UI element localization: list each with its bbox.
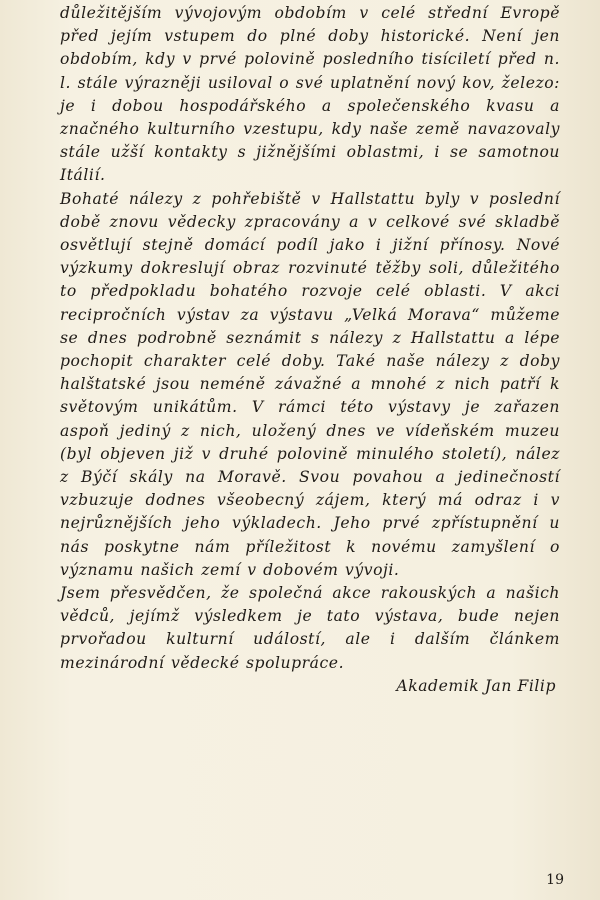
signature: Akademik Jan Filip bbox=[396, 676, 556, 695]
paragraph-3: Jsem přesvědčen, že společná akce rakouských a našich vědců, jejímž výsledkem je tato výstava, bude nejen prvořadou kulturní událostí, ale i dalším článkem mezinárodní vědecké spolupráce. bbox=[60, 584, 560, 672]
page-number: 19 bbox=[546, 872, 564, 888]
paragraph-2: Bohaté nálezy z pohřebiště v Hallstattu byly v poslední době znovu vědecky zpracovány a v celkové své skladbě osvětlují stejně domácí podíl jako i jižní přínosy. Nové výzkumy dokreslují obraz rozvinuté těžby soli, důležitého to předpokladu bohatého rozvoje celé oblasti. V akci recipročních výstav za výstavu „Velká Morava“ můžeme se dnes podrobně seznámit s nálezy z Hallstattu a lépe pochopit charakter celé doby. Také naše nálezy z doby halštatské jsou neméně závažné a mnohé z nich patří k světovým unikátům. V rámci této výstavy je zařazen aspoň jediný z nich, uložený dnes ve vídeňském muzeu (byl objeven již v druhé polovině minulého století), nález z Býčí skály na Moravě. Svou povahou a jedinečností vzbuzuje dodnes všeobecný zájem, který má odraz i v nejrůznějších jeho výkladech. Jeho prvé zpřístupnění u nás poskytne nám příležitost k novému zamyšlení o významu našich zemí v dobovém vývoji. bbox=[60, 189, 560, 579]
paragraph-1: důležitějším vývojovým obdobím v celé střední Evropě před jejím vstupem do plné doby historické. Není jen obdobím, kdy v prvé polovině posledního tisíciletí před n. l. stále výrazněji usiloval o své uplatnění nový kov, železo: je i dobou hospodářského a společenského kvasu a značného kulturního vzestupu, kdy naše země navazovaly stále užší kontakty s jižnějšími oblastmi, i se samotnou Itálií. bbox=[60, 4, 560, 185]
text-body bbox=[60, 0, 560, 698]
